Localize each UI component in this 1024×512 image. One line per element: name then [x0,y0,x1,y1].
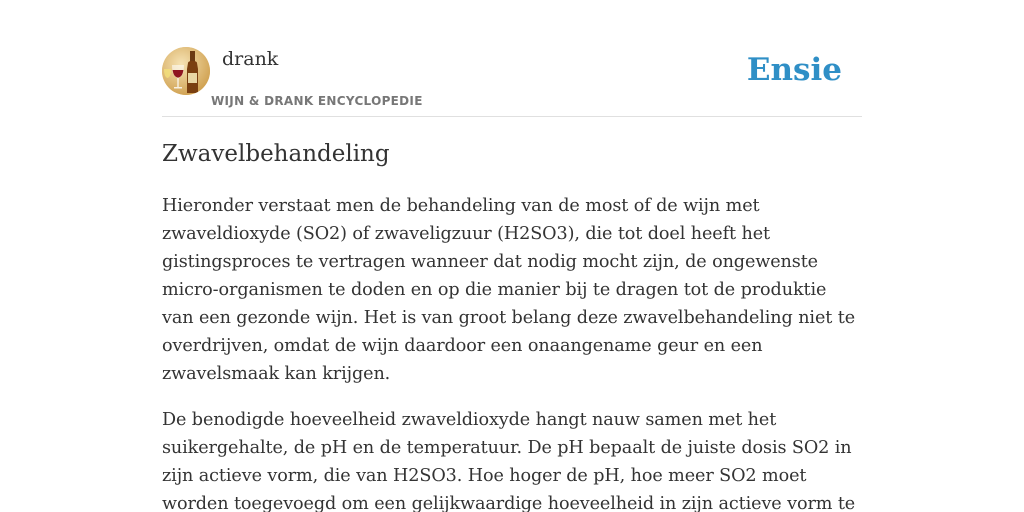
site-header [162,44,862,117]
article-paragraph: Hieronder verstaat men de behandeling van de most of de wijn met zwaveldioxyde (SO2) of zwaveligzuur (H2SO3), die tot doel heeft het gistingsproces te vertragen wanneer dat nodig mocht zijn, de ongewenste micro-organismen te doden en op die manier bij te dragen tot de produktie van een gezonde wijn. Het is van groot belang deze zwavelbehandeling niet te overdrijven, omdat de wijn daardoor een onaangename geur en een zwavelsmaak kan krijgen. [162,196,856,384]
page-title: Zwavelbehandeling [162,141,390,167]
wine-bottle-glass-icon[interactable] [162,47,210,95]
article-paragraph: De benodigde hoeveelheid zwaveldioxyde hangt nauw samen met het suikergehalte, de pH en de temperatuur. De pH bepaalt de juiste dosis SO2 in zijn actieve vorm, die van H2SO3. Hoe hoger de pH, hoe meer SO2 moet worden toegevoegd om een gelijkwaardige hoeveelheid in zijn actieve vorm te [162,410,856,512]
site-name[interactable]: drank [222,48,279,70]
site-subtitle: WIJN & DRANK ENCYCLOPEDIE [211,94,423,108]
ensie-logo-link[interactable]: Ensie [746,52,842,88]
article [162,138,862,512]
